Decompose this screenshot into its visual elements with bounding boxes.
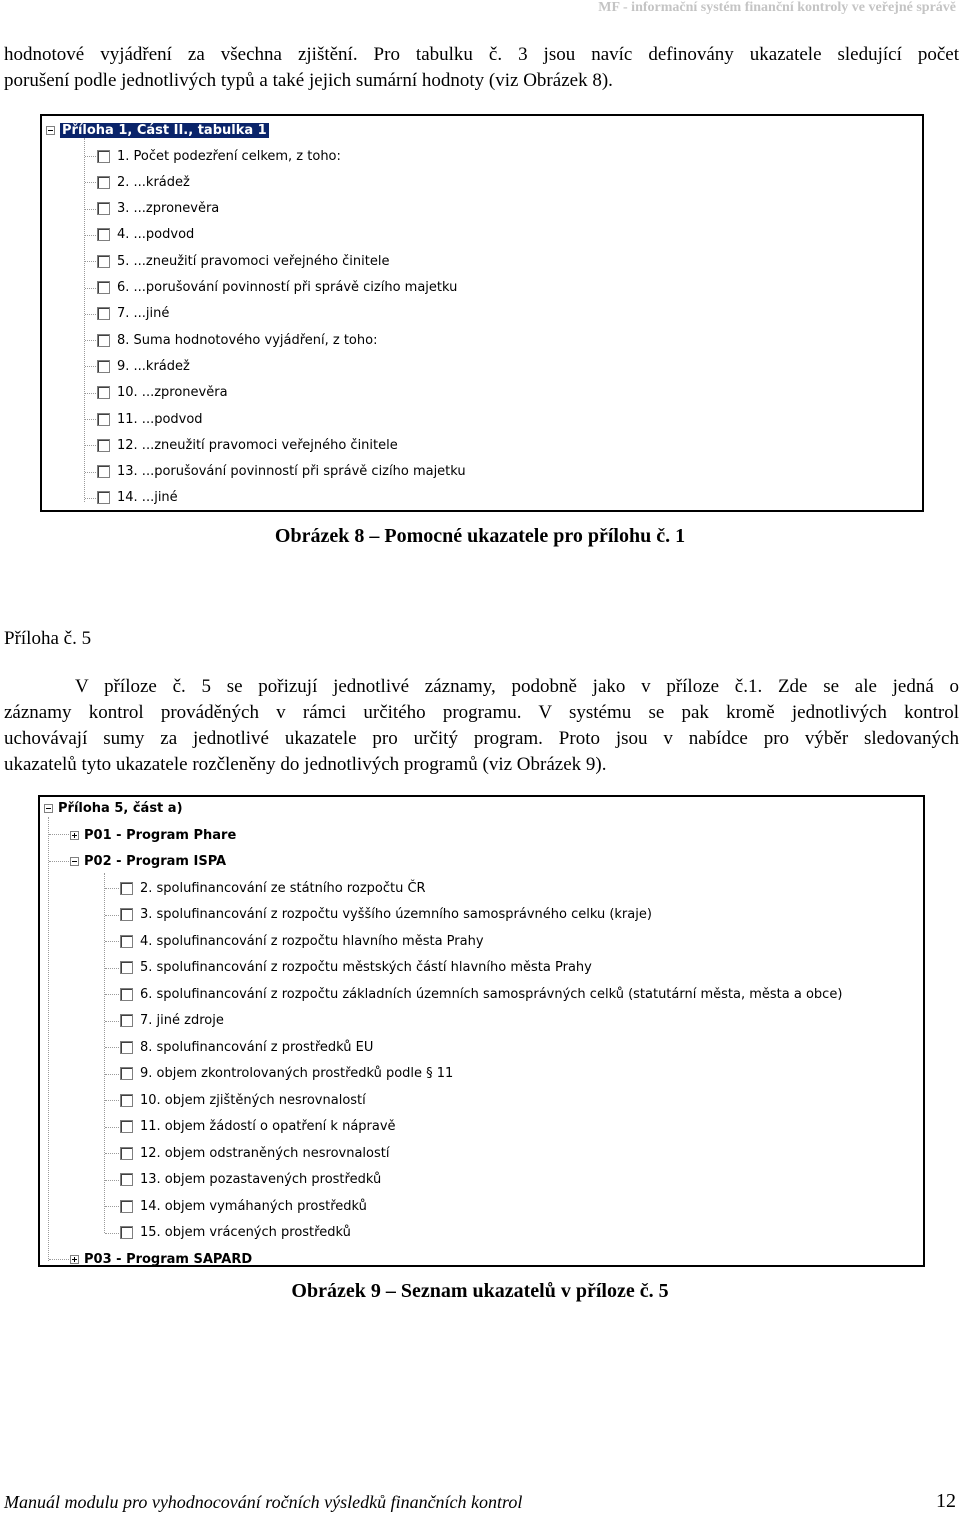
figure-8-caption: Obrázek 8 – Pomocné ukazatele pro přílohu č. 1: [274, 525, 686, 547]
tree-item-row[interactable]: [120, 1170, 381, 1190]
section-heading: Příloha č. 5: [4, 628, 92, 649]
program-label[interactable]: P03 - Program SAPARD: [84, 1251, 253, 1267]
program-row-p01[interactable]: [70, 825, 236, 845]
tree-root-label[interactable]: Příloha 5, část a): [58, 800, 183, 816]
tree-item-label[interactable]: 1. Počet podezření celkem, z toho:: [117, 148, 341, 164]
tree-item-label[interactable]: 5. spolufinancování z rozpočtu městských částí hlavního města Prahy: [140, 960, 592, 975]
body-paragraph: [4, 674, 959, 778]
footer-title: Manuál modulu pro vyhodnocování ročních výsledků finančních kontrol: [4, 1492, 523, 1512]
tree-item-checkbox[interactable]: [97, 334, 110, 347]
tree-root-row[interactable]: [44, 798, 183, 818]
tree-item-checkbox[interactable]: [120, 1014, 133, 1027]
tree-item-label[interactable]: 10. objem zjištěných nesrovnalostí: [140, 1092, 366, 1108]
tree-item-row[interactable]: [97, 278, 457, 298]
tree-item-checkbox[interactable]: [120, 908, 133, 921]
tree-item-row[interactable]: [97, 172, 190, 192]
tree-item-checkbox[interactable]: [97, 413, 110, 426]
tree-item-row[interactable]: [97, 304, 169, 324]
tree-item-label[interactable]: 5. ...zneužití pravomoci veřejného činitele: [117, 253, 390, 269]
body-line-4: ukazatelů tyto ukazatele rozčleněny do jednotlivých programů (viz Obrázek 9).: [4, 754, 607, 775]
tree-item-row[interactable]: [97, 488, 178, 508]
figure-9-caption: Obrázek 9 – Seznam ukazatelů v příloze č. 5: [291, 1280, 669, 1302]
tree-item-checkbox[interactable]: [97, 176, 110, 189]
tree-item-row[interactable]: [120, 1196, 367, 1216]
tree-item-checkbox[interactable]: [120, 1067, 133, 1080]
tree-item-row[interactable]: [97, 409, 203, 429]
tree-item-row[interactable]: [120, 1037, 373, 1057]
tree-item-row[interactable]: [97, 435, 398, 455]
tree-item-checkbox[interactable]: [97, 150, 110, 163]
tree-item-row[interactable]: [97, 383, 228, 403]
collapse-icon[interactable]: [70, 857, 79, 866]
tree-item-row[interactable]: [120, 1223, 351, 1243]
tree-item-checkbox[interactable]: [97, 439, 110, 452]
tree-item-label[interactable]: 13. objem pozastavených prostředků: [140, 1172, 382, 1187]
tree-item-checkbox[interactable]: [97, 386, 110, 399]
expand-icon[interactable]: [70, 1255, 79, 1264]
tree-item-checkbox[interactable]: [97, 281, 110, 294]
tree-item-label[interactable]: 6. spolufinancování z rozpočtu základních územních samosprávných celků (statutární města, města a obce): [140, 986, 843, 1002]
tree-item-label[interactable]: 14. objem vymáhaných prostředků: [140, 1198, 367, 1214]
tree-item-checkbox[interactable]: [120, 961, 133, 974]
body-line-3: uchovávají sumy za jednotlivé ukazatele pro určitý program. Proto jsou v nabídce pro výběr sledovaných: [4, 728, 959, 749]
tree-item-label[interactable]: 14. ...jiné: [117, 490, 178, 506]
tree-item-row[interactable]: [120, 905, 652, 925]
tree-item-row[interactable]: [120, 878, 426, 898]
tree-item-row[interactable]: [97, 356, 190, 376]
tree-item-row[interactable]: [120, 1064, 453, 1084]
tree-item-checkbox[interactable]: [120, 988, 133, 1001]
tree-item-row[interactable]: [97, 199, 219, 219]
tree-item-label[interactable]: 11. objem žádostí o opatření k nápravě: [140, 1119, 396, 1134]
tree-item-label[interactable]: 2. ...krádež: [117, 174, 190, 190]
program-row-p03[interactable]: [70, 1249, 252, 1267]
program-label[interactable]: P02 - Program ISPA: [84, 853, 227, 869]
tree-item-label[interactable]: 12. objem odstraněných nesrovnalostí: [140, 1145, 390, 1161]
tree-item-label[interactable]: 3. ...zpronevěra: [117, 201, 220, 217]
tree-item-row[interactable]: [120, 958, 592, 978]
tree-root-row[interactable]: [46, 120, 269, 140]
tree-item-checkbox[interactable]: [120, 882, 133, 895]
tree-item-row[interactable]: [120, 1143, 389, 1163]
intro-paragraph: [4, 42, 959, 94]
tree-item-checkbox[interactable]: [120, 1094, 133, 1107]
tree-item-label[interactable]: 3. spolufinancování z rozpočtu vyššího územního samosprávného celku (kraje): [140, 907, 652, 922]
tree-item-row[interactable]: [97, 251, 389, 271]
tree-item-label[interactable]: 13. ...porušování povinností při správě cizího majetku: [117, 464, 466, 480]
tree-item-label[interactable]: 8. Suma hodnotového vyjádření, z toho:: [117, 332, 378, 348]
tree-item-checkbox[interactable]: [120, 1147, 133, 1160]
tree-item-row[interactable]: [97, 225, 194, 245]
tree-item-checkbox[interactable]: [97, 465, 110, 478]
tree-item-label[interactable]: 4. spolufinancování z rozpočtu hlavního města Prahy: [140, 933, 484, 949]
figure-9-tree-view[interactable]: [38, 795, 925, 1267]
program-label[interactable]: P01 - Program Phare: [84, 827, 237, 843]
tree-item-row[interactable]: [120, 1117, 396, 1137]
tree-item-checkbox[interactable]: [97, 255, 110, 268]
tree-item-label[interactable]: 10. ...zpronevěra: [117, 385, 228, 401]
tree-item-checkbox[interactable]: [120, 1200, 133, 1213]
tree-item-checkbox[interactable]: [120, 935, 133, 948]
tree-item-checkbox[interactable]: [97, 202, 110, 215]
tree-item-label[interactable]: 9. objem zkontrolovaných prostředků podle § 11: [140, 1066, 454, 1081]
collapse-icon[interactable]: [44, 804, 53, 813]
intro-line-2: porušení podle jednotlivých typů a také jejich sumární hodnoty (viz Obrázek 8).: [4, 70, 613, 91]
body-line-1: V příloze č. 5 se pořizují jednotlivé záznamy, podobně jako v příloze č.1. Zde se ale jedná o: [75, 676, 959, 697]
page-number: 12: [936, 1490, 956, 1512]
collapse-icon[interactable]: [46, 126, 55, 135]
tree-item-checkbox[interactable]: [97, 228, 110, 241]
tree-item-row[interactable]: [120, 931, 484, 951]
tree-item-label[interactable]: 4. ...podvod: [117, 227, 195, 243]
tree-item-label[interactable]: 12. ...zneužití pravomoci veřejného činitele: [117, 437, 398, 453]
tree-item-label[interactable]: 15. objem vrácených prostředků: [140, 1225, 351, 1240]
expand-icon[interactable]: [70, 831, 79, 840]
tree-item-label[interactable]: 2. spolufinancování ze státního rozpočtu ČR: [140, 880, 426, 896]
tree-item-checkbox[interactable]: [120, 1120, 133, 1133]
tree-item-row[interactable]: [120, 984, 842, 1004]
tree-item-label[interactable]: 7. jiné zdroje: [140, 1013, 224, 1028]
page-header: MF - informační systém finanční kontroly ve veřejné správě: [598, 0, 956, 15]
tree-item-label[interactable]: 11. ...podvod: [117, 411, 203, 427]
tree-item-label[interactable]: 8. spolufinancování z prostředků EU: [140, 1039, 374, 1055]
tree-item-row[interactable]: [97, 330, 377, 350]
tree-root-label[interactable]: Příloha 1, Část II., tabulka 1: [62, 122, 267, 138]
tree-item-checkbox[interactable]: [97, 307, 110, 320]
tree-item-label[interactable]: 6. ...porušování povinností při správě cizího majetku: [117, 280, 458, 295]
tree-item-checkbox[interactable]: [97, 491, 110, 504]
tree-item-label[interactable]: 7. ...jiné: [117, 306, 170, 322]
tree-item-checkbox[interactable]: [120, 1173, 133, 1186]
tree-item-checkbox[interactable]: [97, 360, 110, 373]
figure-8-tree-view[interactable]: [40, 114, 924, 512]
tree-item-row[interactable]: [120, 1090, 366, 1110]
program-row-p02[interactable]: [70, 851, 226, 871]
tree-item-row[interactable]: [97, 462, 466, 482]
tree-item-label[interactable]: 9. ...krádež: [117, 358, 190, 374]
tree-item-checkbox[interactable]: [120, 1226, 133, 1239]
body-line-2: záznamy kontrol prováděných v rámci určitého programu. V systému se pak kromě jednotlivých kontrol: [4, 702, 959, 723]
tree-item-checkbox[interactable]: [120, 1041, 133, 1054]
tree-item-row[interactable]: [120, 1011, 224, 1031]
intro-line-1: hodnotové vyjádření za všechna zjištění. Pro tabulku č. 3 jsou navíc definovány ukazatele sledující počet: [4, 44, 959, 65]
tree-item-row[interactable]: [97, 146, 341, 166]
